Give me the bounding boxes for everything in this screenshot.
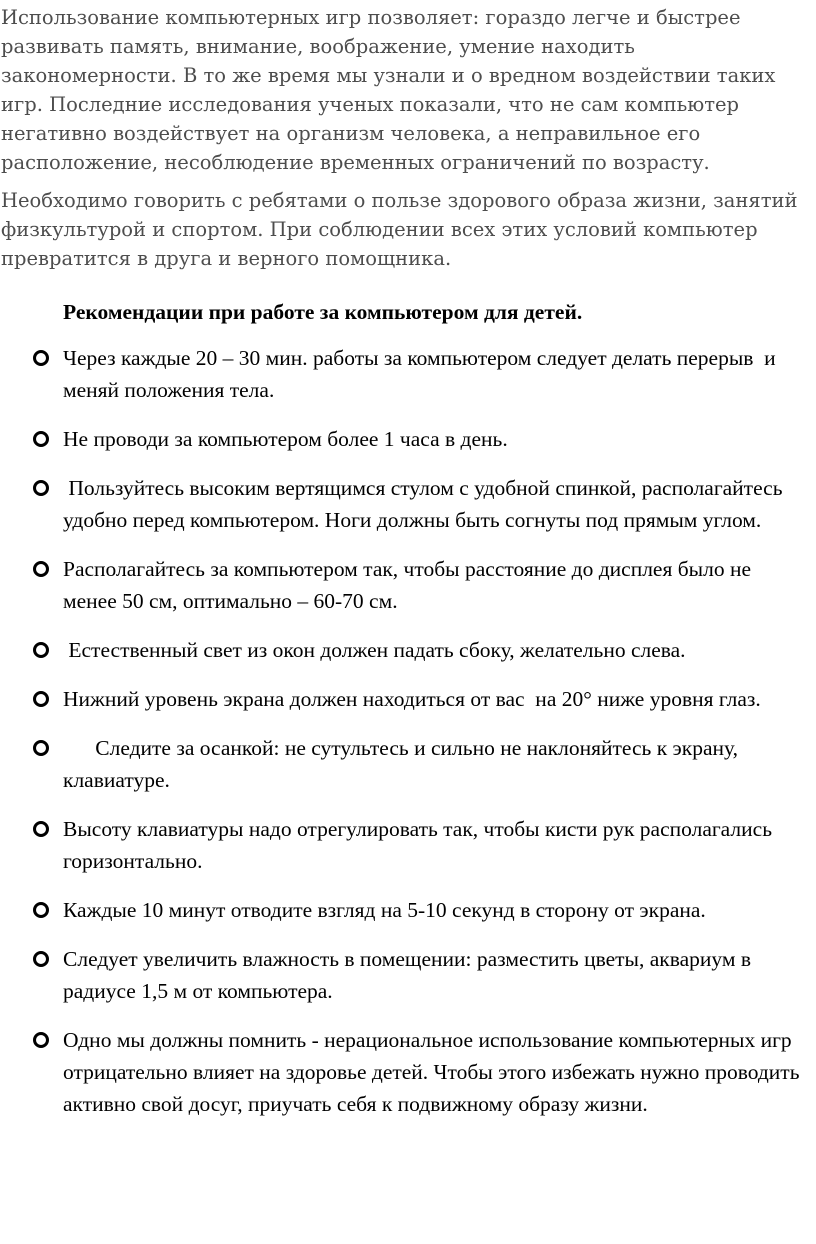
list-item (1, 943, 810, 1007)
list-item-text: Каждые 10 минут отводите взгляд на 5-10 секунд в сторону от экрана. (63, 898, 706, 922)
list-item (1, 1024, 810, 1120)
circle-bullet-icon (33, 691, 49, 707)
list-item (1, 423, 810, 455)
list-item (1, 732, 810, 796)
list-item-text: Высоту клавиатуры надо отрегулировать так, чтобы кисти рук располагались горизонтально. (63, 817, 778, 873)
list-item (1, 553, 810, 617)
circle-bullet-icon (33, 431, 49, 447)
list-item-text: Пользуйтесь высоким вертящимся стулом с удобной спинкой, располагайтесь удобно перед компьютером. Ноги должны быть согнуты под прямым углом. (63, 476, 788, 532)
intro-paragraph: Необходимо говорить с ребятами о пользе здорового образа жизни, занятий физкультурой и спортом. При соблюдении всех этих условий компьютер превратится в друга и верного помощника. (1, 189, 798, 270)
intro-paragraph: Использование компьютерных игр позволяет: гораздо легче и быстрее развивать память, внимание, воображение, умение находить закономерности. В то же время мы узнали и о вредном воздействии таких игр. Последние исследования ученых показали, что не сам компьютер негативно воздействует на организм человека, а неправильное его расположение, несоблюдение временных ограничений по возрасту. (1, 6, 776, 174)
circle-bullet-icon (33, 821, 49, 837)
list-item (1, 894, 810, 926)
circle-bullet-icon (33, 642, 49, 658)
list-item (1, 683, 810, 715)
circle-bullet-icon (33, 951, 49, 967)
list-item-text: Не проводи за компьютером более 1 часа в день. (63, 427, 508, 451)
recommendations-list (1, 342, 810, 1120)
list-item-text: Одно мы должны помнить - нерациональное использование компьютерных игр отрицательно влияет на здоровье детей. Чтобы этого избежать нужно проводить активно свой досуг, приучать себя к подвижному образу жизни. (63, 1028, 805, 1116)
circle-bullet-icon (33, 740, 49, 756)
list-item-text: Через каждые 20 – 30 мин. работы за компьютером следует делать перерыв и меняй положения тела. (63, 346, 782, 402)
list-item (1, 813, 810, 877)
list-item-text: Нижний уровень экрана должен находиться от вас на 20° ниже уровня глаз. (63, 687, 761, 711)
circle-bullet-icon (33, 480, 49, 496)
circle-bullet-icon (33, 561, 49, 577)
list-item-text: Естественный свет из окон должен падать сбоку, желательно слева. (63, 638, 686, 662)
list-item-text: Располагайтесь за компьютером так, чтобы расстояние до дисплея было не менее 50 см, оптимально – 60-70 см. (63, 557, 757, 613)
list-item (1, 472, 810, 536)
circle-bullet-icon (33, 1032, 49, 1048)
list-item (1, 342, 810, 406)
circle-bullet-icon (33, 350, 49, 366)
list-item-text: Следите за осанкой: не сутультесь и сильно не наклоняйтесь к экрану, клавиатуре. (63, 736, 744, 792)
circle-bullet-icon (33, 902, 49, 918)
list-item-text: Следует увеличить влажность в помещении: разместить цветы, аквариум в радиусе 1,5 м от компьютера. (63, 947, 757, 1003)
list-item (1, 634, 810, 666)
recommendations-heading: Рекомендации при работе за компьютером для детей. (63, 300, 583, 324)
